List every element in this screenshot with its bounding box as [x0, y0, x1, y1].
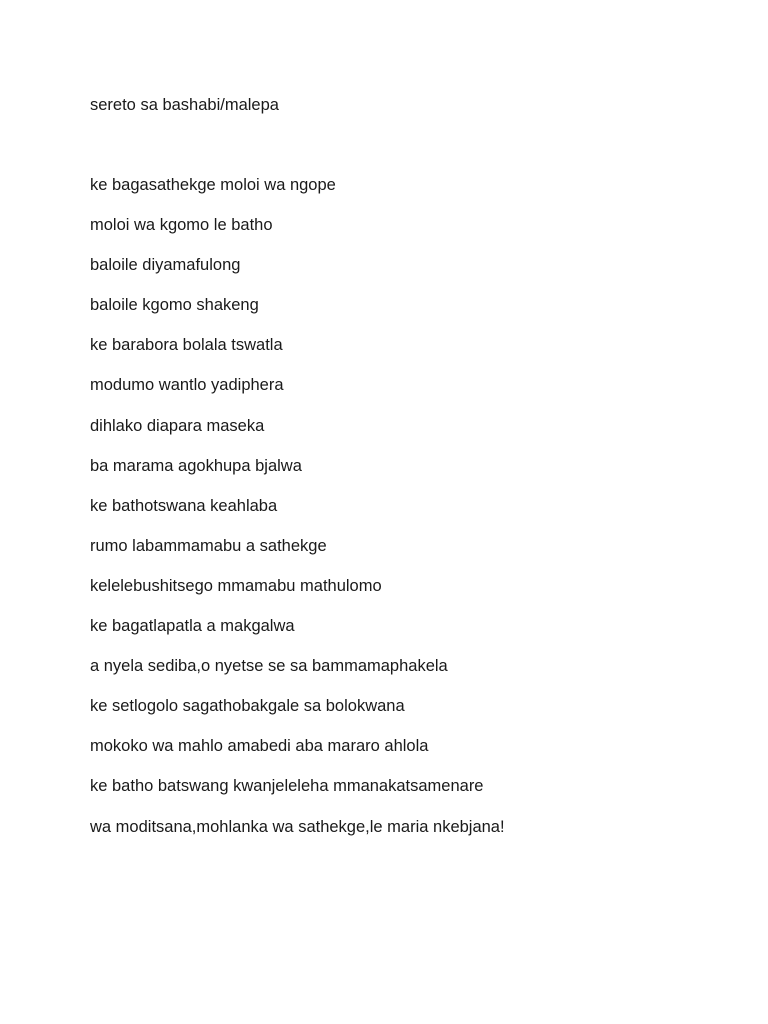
poem-line: ke barabora bolala tswatla — [90, 336, 283, 355]
poem-line: ke bagasathekge moloi wa ngope — [90, 176, 336, 194]
poem-line: modumo wantlo yadiphera — [90, 376, 284, 395]
poem-line: mokoko wa mahlo amabedi aba mararo ahlola — [90, 737, 429, 756]
poem-lines — [90, 174, 505, 856]
poem-line: dihlako diapara maseka — [90, 416, 265, 435]
poem-line: a nyela sediba,o nyetse se sa bammamaphakela — [90, 657, 448, 676]
document-title: sereto sa bashabi/malepa — [90, 96, 279, 114]
poem-line: ba marama agokhupa bjalwa — [90, 456, 302, 475]
poem-line: wa moditsana,mohlanka wa sathekge,le maria nkebjana! — [90, 817, 505, 836]
poem-line: ke batho batswang kwanjeleleha mmanakatsamenare — [90, 777, 484, 796]
poem-line: baloile kgomo shakeng — [90, 296, 259, 315]
poem-line: rumo labammamabu a sathekge — [90, 536, 327, 555]
poem-line: moloi wa kgomo le batho — [90, 216, 273, 235]
poem-line: ke setlogolo sagathobakgale sa bolokwana — [90, 697, 405, 716]
poem-line: ke bagatlapatla a makgalwa — [90, 617, 295, 636]
poem-line: kelelebushitsego mmamabu mathulomo — [90, 576, 382, 595]
poem-line: baloile diyamafulong — [90, 256, 241, 275]
poem-line: ke bathotswana keahlaba — [90, 496, 278, 515]
